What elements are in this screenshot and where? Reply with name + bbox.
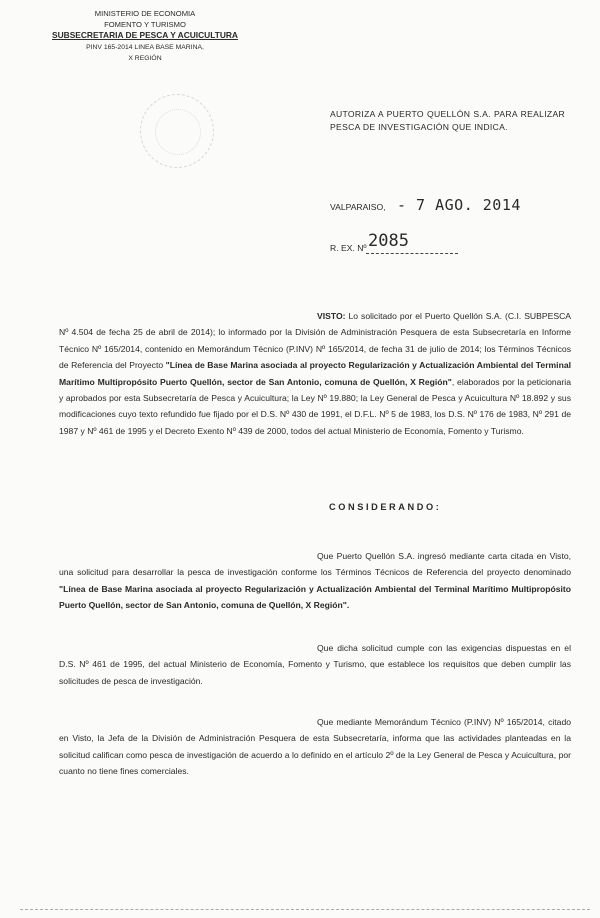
header-line-fomento: FOMENTO Y TURISMO	[104, 20, 186, 30]
considerando-2-text: Que dicha solicitud cumple con las exigencias dispuestas en el D.S. Nº 461 de 1995, del actual Ministerio de Economía, Fomento y Turismo, que establece los requisitos que deben cumplir las solicitudes de pesca de investigación.	[59, 643, 571, 686]
header-line-subsecretaria: SUBSECRETARIA DE PESCA Y ACUICULTURA	[52, 30, 238, 41]
resolution-label: R. EX. Nº	[330, 243, 367, 253]
considerando-heading: CONSIDERANDO:	[329, 502, 442, 512]
considerando-paragraph-1	[59, 548, 571, 614]
resolution-number: 2085	[368, 231, 409, 251]
resolution-number-underline	[366, 253, 458, 254]
header-line-region: X REGIÓN	[128, 54, 162, 62]
considerando-paragraph-2	[59, 640, 571, 689]
footer-scan-line	[20, 909, 590, 910]
header-line-ministry: MINISTERIO DE ECONOMIA	[94, 9, 196, 18]
visto-label: VISTO:	[317, 311, 346, 321]
visto-text-1: Lo solicitado por el Puerto Quellón S.A. (C.I. SUBPESCA Nº 4.504 de fecha 25 de abril de 2014); lo informado por la División de Administración Pesquera de esta Subsecretaría en Informe Técnico Nº 165/2014, contenido en Memorándum Técnico (P.INV) Nº 165/2014, de fecha 31 de julio de 2014; los Términos Técnicos de Referencia del Proyecto	[59, 311, 572, 371]
considerando-paragraph-3	[59, 714, 571, 780]
header-line-reference: PINV 165-2014 LINEA BASE MARINA,	[86, 43, 204, 51]
faded-seal-stamp	[140, 94, 214, 168]
considerando-1-project-title: "Línea de Base Marina asociada al proyecto Regularización y Actualización Ambiental del Terminal Marítimo Multipropósito Puerto Quellón, sector de San Antonio, comuna de Quellón, X Región".	[59, 583, 571, 611]
faded-seal-inner-ring	[155, 109, 201, 155]
date-stamp: - 7 AGO. 2014	[397, 196, 521, 214]
visto-paragraph	[59, 308, 571, 439]
ministry-header	[50, 8, 240, 64]
visto-text-2: , elaborados por la peticionaria y aprobados por esta Subsecretaría de Pesca y Acuicultura; la Ley Nº 19.880; la Ley General de Pesca y Acuicultura Nº 18.892 y sus modificaciones cuyo texto refundido fue fijado por el D.S. Nº 430 de 1991, el D.F.L. Nº 5 de 1983, los D.S. Nº 176 de 1983, Nº 291 de 1987 y Nº 461 de 1995 y el Decreto Exento Nº 439 de 2000, todos del actual Ministerio de Economía, Fomento y Turismo.	[59, 376, 571, 436]
considerando-3-text: Que mediante Memorándum Técnico (P.INV) Nº 165/2014, citado en Visto, la Jefa de la División de Administración Pesquera de esta Subsecretaría, informa que las actividades planteadas en la solicitud califican como pesca de investigación de acuerdo a lo definido en el artículo 2º de la Ley General de Pesca y Acuicultura, por cuanto no tiene fines comerciales.	[59, 717, 571, 777]
place-label: VALPARAISO,	[330, 202, 386, 212]
visto-project-title: "Línea de Base Marina asociada al proyecto Regularización y Actualización Ambiental del Terminal Marítimo Multipropósito Puerto Quellón, sector de San Antonio, comuna de Quellón, X Región"	[59, 360, 571, 387]
considerando-1-text: Que Puerto Quellón S.A. ingresó mediante carta citada en Visto, una solicitud para desarrollar la pesca de investigación conforme los Términos Técnicos de Referencia del proyecto denominado	[59, 551, 571, 578]
resolution-subject: AUTORIZA A PUERTO QUELLÓN S.A. PARA REALIZAR PESCA DE INVESTIGACIÓN QUE INDICA.	[330, 109, 565, 132]
